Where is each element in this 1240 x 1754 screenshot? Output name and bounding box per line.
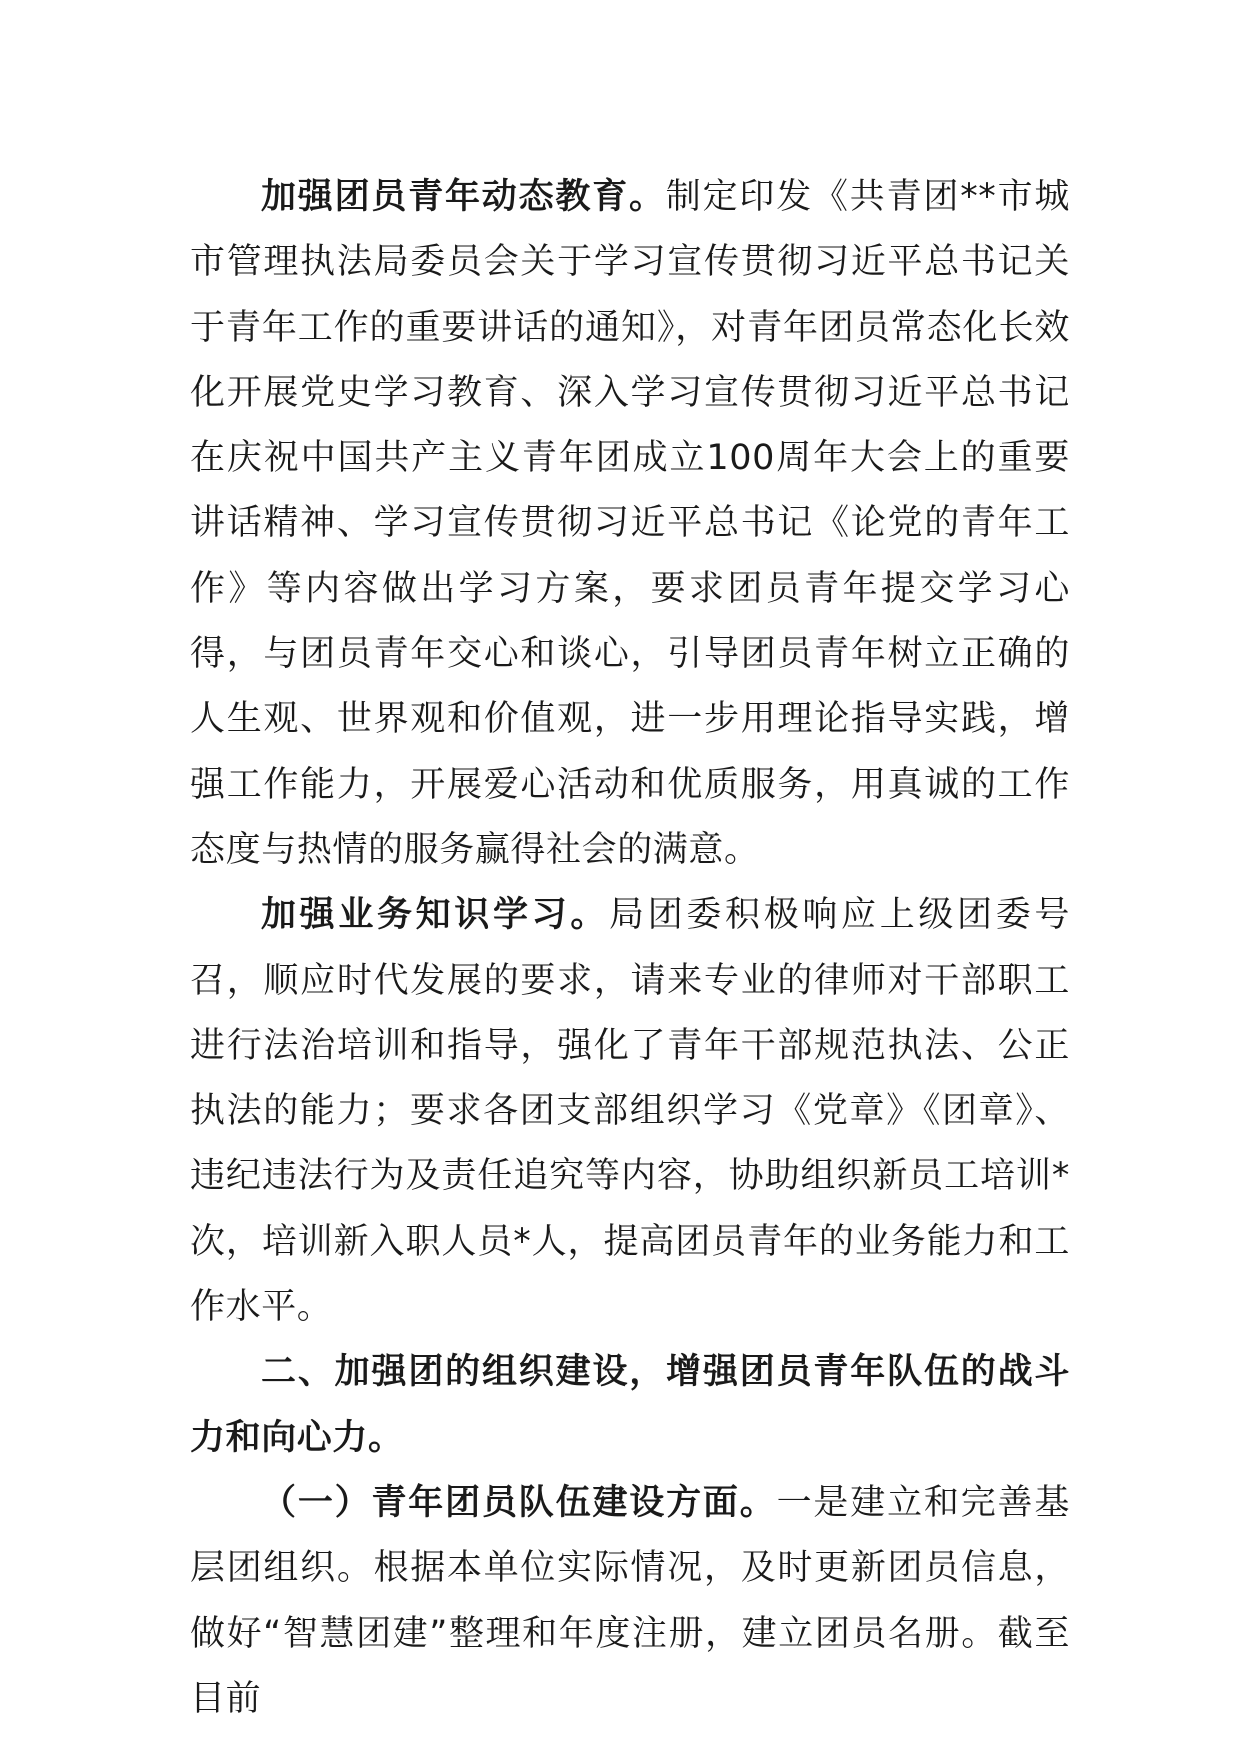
section-heading: 二、加强团的组织建设，增强团员青年队伍的战斗力和向心力。: [190, 1352, 1070, 1458]
subsection-heading: （一）青年团员队伍建设方面。: [261, 1482, 777, 1523]
paragraph-team-building: [190, 1471, 1070, 1732]
paragraph-text: 一是建立和完善基层团组织。根据本单位实际情况，及时更新团员信息，做好“智慧团建”整理和年度注册，建立团员名册。截至目前: [190, 1482, 1070, 1719]
paragraph-text: 制定印发《共青团**市城市管理执法局委员会关于学习宣传贯彻习近平总书记关于青年工作的重要讲话的通知》，对青年团员常态化长效化开展党史学习教育、深入学习宣传贯彻习近平总书记在庆祝中国共产主义青年团成立100周年大会上的重要讲话精神、学习宣传贯彻习近平总书记《论党的青年工作》等内容做出学习方案，要求团员青年提交学习心得，与团员青年交心和谈心，引导团员青年树立正确的人生观、世界观和价值观，进一步用理论指导实践，增强工作能力，开展爱心活动和优质服务，用真诚的工作态度与热情的服务赢得社会的满意。: [190, 177, 1070, 870]
paragraph-business-study: [190, 883, 1070, 1340]
document-body: [190, 165, 1070, 1732]
paragraph-lead: 加强业务知识学习。: [261, 895, 610, 936]
paragraph-lead: 加强团员青年动态教育。: [261, 177, 666, 217]
paragraph-youth-education: [190, 165, 1070, 883]
paragraph-text: 局团委积极响应上级团委号召，顺应时代发展的要求，请来专业的律师对干部职工进行法治培训和指导，强化了青年干部规范执法、公正执法的能力；要求各团支部组织学习《党章》《团章》、违纪违法行为及责任追究等内容，协助组织新员工培训*次，培训新入职人员*人，提高团员青年的业务能力和工作水平。: [190, 895, 1070, 1328]
